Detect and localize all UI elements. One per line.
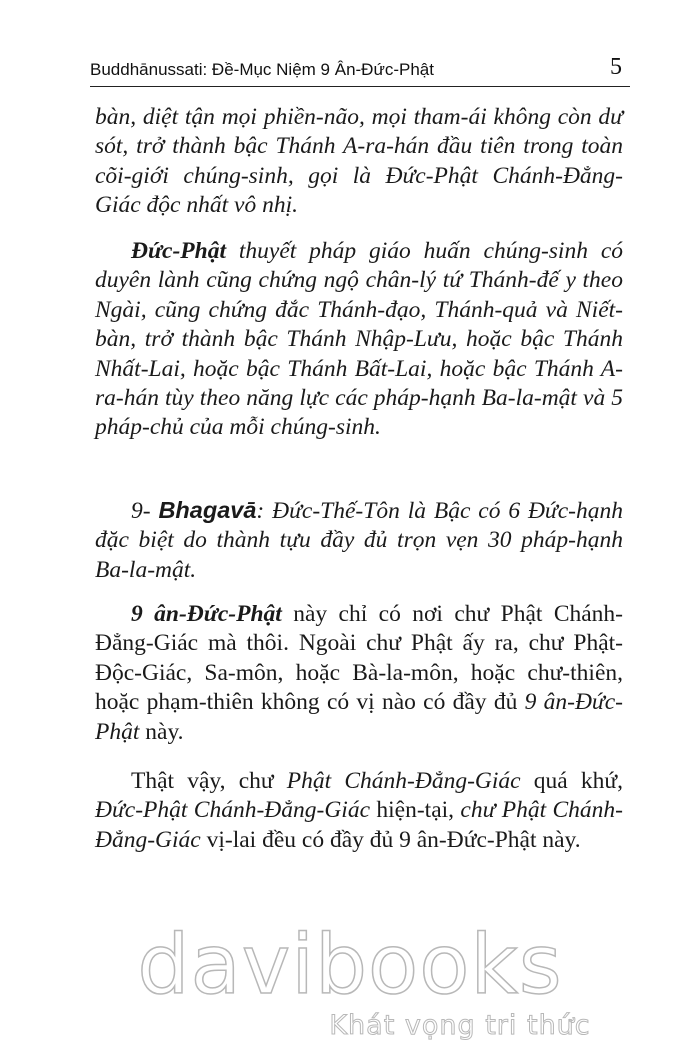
paragraph-5-italic-1: Phật Chánh-Đẳng-Giác bbox=[286, 768, 521, 794]
paragraph-2-text: thuyết pháp giáo huấn chúng-sinh có duyên lành cũng chứng ngộ chân-lý tứ Thánh-đế y theo Ngài, cũng chứng đắc Thánh-đạo, Thánh-quả và Niết-bàn, trở thành bậc Thánh Nhập-Lưu, hoặc bậc Thánh Nhất-Lai, hoặc bậc Thánh Bất-Lai, hoặc bậc Thánh A-ra-hán tùy theo năng lực các pháp-hạnh Ba-la-mật và 5 pháp-chủ của mỗi chúng-sinh. bbox=[95, 238, 623, 441]
paragraph-5-text-b: quá khứ, bbox=[520, 768, 623, 794]
running-header bbox=[90, 50, 630, 87]
paragraph-5-text-c: hiện-tại, bbox=[370, 797, 461, 824]
running-title: Buddhānussati: Đề-Mục Niệm 9 Ân-Đức-Phật bbox=[90, 60, 434, 79]
paragraph-2 bbox=[95, 237, 623, 443]
paragraph-4-text-a: này chỉ có nơi chư Phật Chánh-Đẳng-Giác mà thôi. Ngoài chư Phật ấy ra, chư Phật-Độc-Giác, Sa-môn, hoặc Bà-la-môn, hoặc chư-thiên, hoặc phạm-thiên không có vị nào có đầy đủ bbox=[95, 601, 624, 716]
paragraph-5-italic-2: Đức-Phật Chánh-Đẳng-Giác bbox=[95, 797, 371, 824]
paragraph-4-text-b: này. bbox=[139, 718, 184, 745]
watermark-brand: davibooks bbox=[137, 918, 563, 1013]
page-number: 5 bbox=[610, 54, 622, 80]
paragraph-5-text-d: vị-lai đều có đầy đủ 9 ân-Đức-Phật này. bbox=[200, 826, 581, 853]
paragraph-3-number: 9- bbox=[131, 498, 159, 524]
paragraph-2-bold: Đức-Phật bbox=[131, 238, 227, 264]
watermark-tagline: Khát vọng tri thức bbox=[329, 1010, 591, 1041]
paragraph-5-italic-3: chư Phật Chánh-Đẳng-Giác bbox=[95, 797, 623, 853]
paragraph-4 bbox=[95, 600, 623, 747]
paragraph-4-bold: 9 ân-Đức-Phật bbox=[131, 601, 282, 627]
paragraph-5 bbox=[95, 767, 623, 855]
paragraph-1-text: bàn, diệt tận mọi phiền-não, mọi tham-ái không còn dư sót, trở thành bậc Thánh A-ra-hán đầu tiên trong toàn cõi-giới chúng-sinh, gọi là Đức-Phật Chánh-Đẳng-Giác độc nhất vô nhị. bbox=[95, 104, 623, 219]
paragraph-1 bbox=[95, 103, 623, 221]
paragraph-4-italic: 9 ân-Đức-Phật bbox=[95, 689, 624, 745]
paragraph-5-text-a: Thật vậy, chư bbox=[131, 768, 287, 794]
paragraph-3 bbox=[95, 496, 623, 585]
paragraph-3-term: Bhagavā bbox=[158, 497, 257, 523]
paragraph-3-text: : Đức-Thế-Tôn là Bậc có 6 Đức-hạnh đặc biệt do thành tựu đầy đủ trọn vẹn 30 pháp-hạnh Ba-la-mật. bbox=[95, 498, 623, 583]
